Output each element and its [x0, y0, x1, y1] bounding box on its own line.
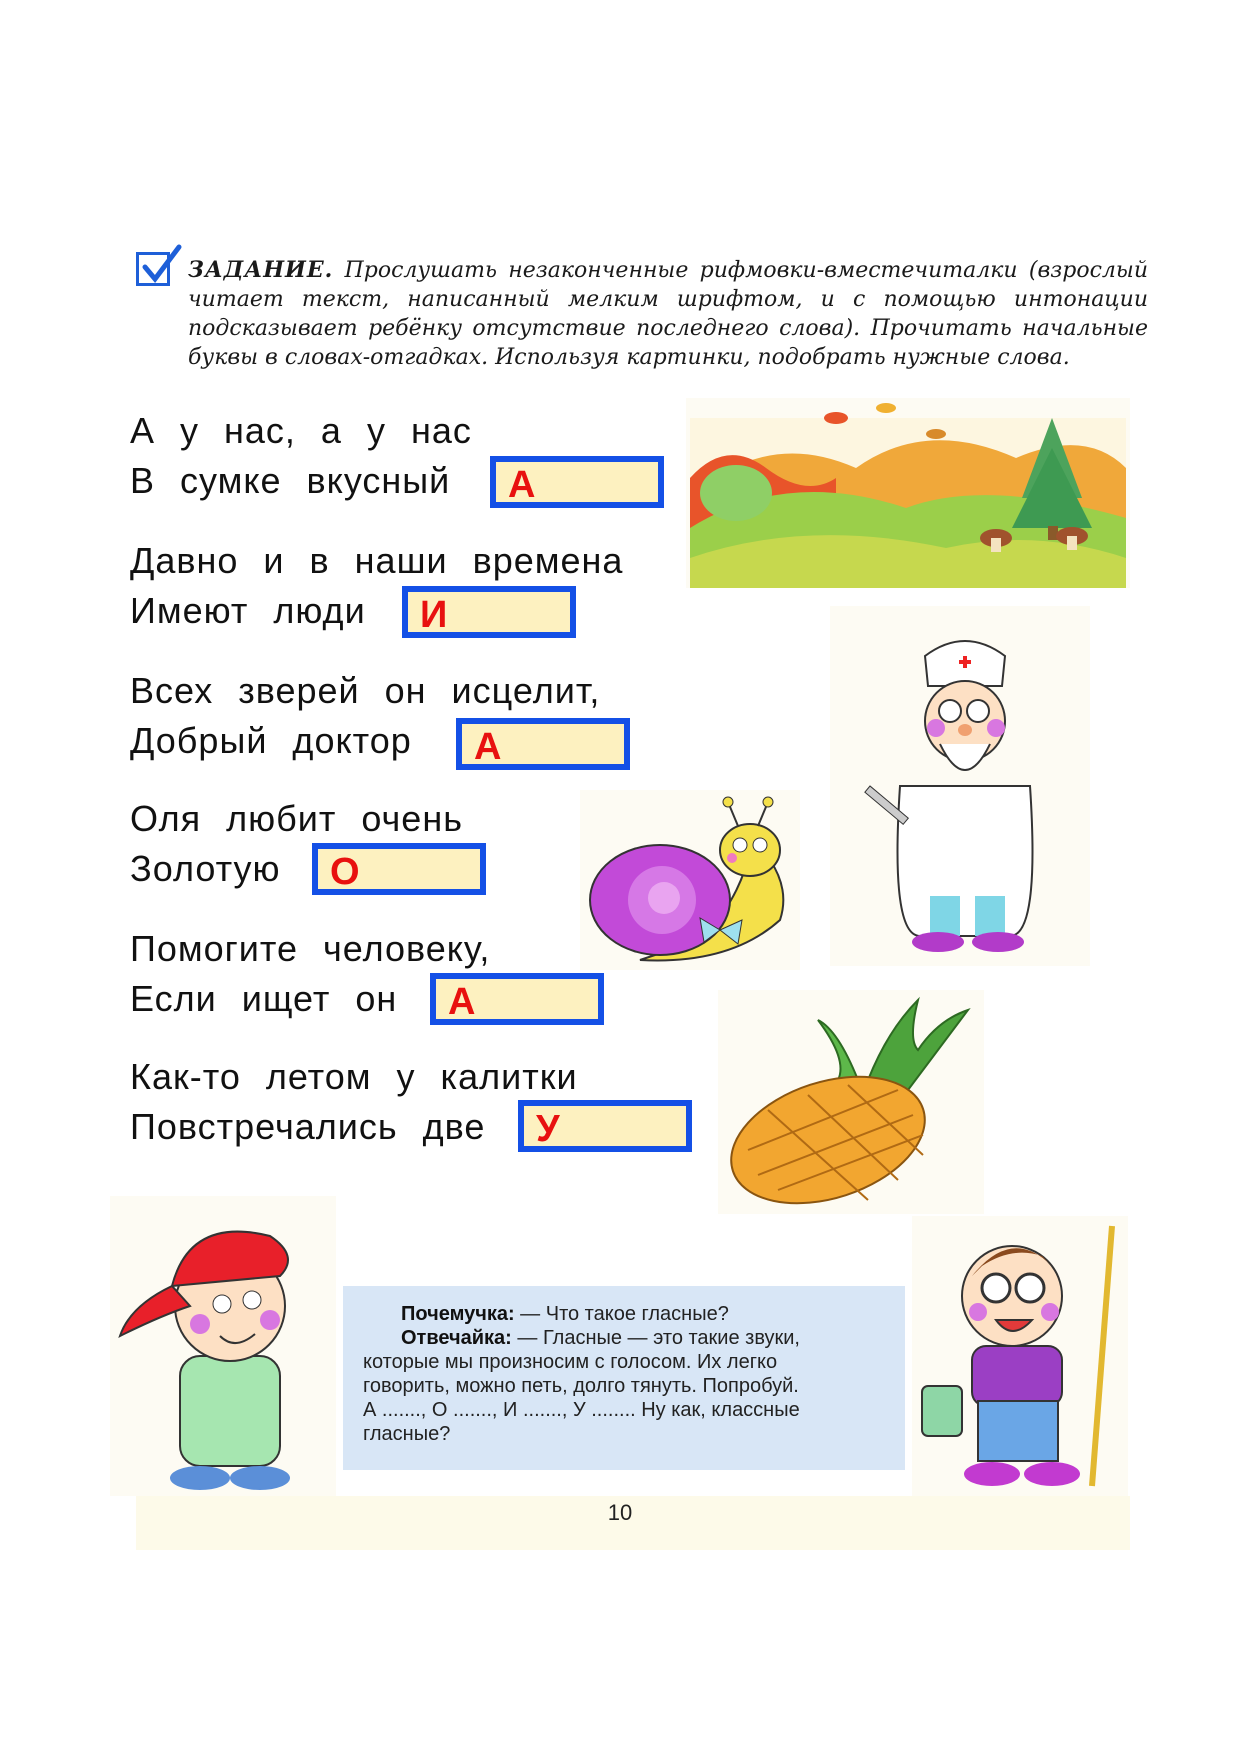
answer-letter: А	[448, 981, 476, 1023]
question-text: — Что такое гласные?	[514, 1303, 729, 1325]
answer-box-2[interactable]	[402, 586, 576, 638]
rhyme-3-line-1: Всех зверей он исцелит,	[130, 670, 601, 711]
snail-image	[580, 790, 800, 970]
answer-text-1: — Гласные — это такие звуки,	[511, 1327, 800, 1349]
answer-box-4[interactable]	[312, 843, 486, 895]
task-instructions	[188, 256, 1148, 372]
rhyme-2-line-1: Давно и в наши времена	[130, 540, 624, 581]
rhyme-5-line-1: Помогите человеку,	[130, 928, 491, 969]
rhyme-2-line-2: Имеют люди	[130, 590, 366, 631]
task-body: Прослушать незаконченные рифмовки-вместечиталки (взрослый читает текст, написанный мелким шрифтом, и с помощью интонации подсказывает ребёнку отсутствие последнего слова). Прочитать начальные буквы в словах-отгадках. Используя картинки, подобрать нужные слова.	[188, 258, 1148, 370]
answer-box-1[interactable]	[490, 456, 664, 508]
answer-letter: А	[508, 464, 536, 506]
rhyme-3-line-2: Добрый доктор	[130, 720, 412, 761]
answer-text-2: которые мы произносим с голосом. Их легко	[363, 1351, 778, 1373]
task-label: ЗАДАНИЕ.	[188, 257, 334, 283]
answer-text-5: гласные?	[363, 1423, 451, 1445]
answer-text-3: говорить, можно петь, долго тянуть. Попробуй.	[363, 1375, 799, 1397]
pochemuchka-label: Почемучка:	[401, 1303, 515, 1325]
answer-box-6[interactable]	[518, 1100, 692, 1152]
rhyme-4-line-2: Золотую	[130, 848, 281, 889]
rhyme-1-line-2: В сумке вкусный	[130, 460, 451, 501]
answer-box-5[interactable]	[430, 973, 604, 1025]
rhyme-1-line-1: А у нас, а у нас	[130, 410, 472, 451]
answer-letter: И	[420, 594, 448, 636]
autumn-landscape-image	[686, 398, 1130, 588]
boy-with-glasses-image	[912, 1216, 1128, 1496]
page-number: 10	[607, 1500, 633, 1525]
otvechayka-label: Отвечайка:	[401, 1327, 512, 1349]
rhyme-6-line-2: Повстречались две	[130, 1106, 486, 1147]
answer-letter: О	[330, 851, 360, 893]
rhyme-4-line-1: Оля любит очень	[130, 798, 463, 839]
pineapple-image	[718, 990, 984, 1214]
answer-letter: У	[536, 1108, 560, 1150]
rhyme-6-line-1: Как-то летом у калитки	[130, 1056, 578, 1097]
doctor-aibolit-image	[830, 606, 1090, 966]
rhyme-5-line-2: Если ищет он	[130, 978, 398, 1019]
answer-text-4: А ......., О ......., И ......., У ........ Ну как, классные	[363, 1399, 800, 1421]
boy-with-cap-image	[110, 1196, 336, 1496]
answer-letter: А	[474, 726, 502, 768]
dialog-box	[343, 1286, 905, 1470]
answer-box-3[interactable]	[456, 718, 630, 770]
checkbox-icon	[136, 252, 170, 286]
